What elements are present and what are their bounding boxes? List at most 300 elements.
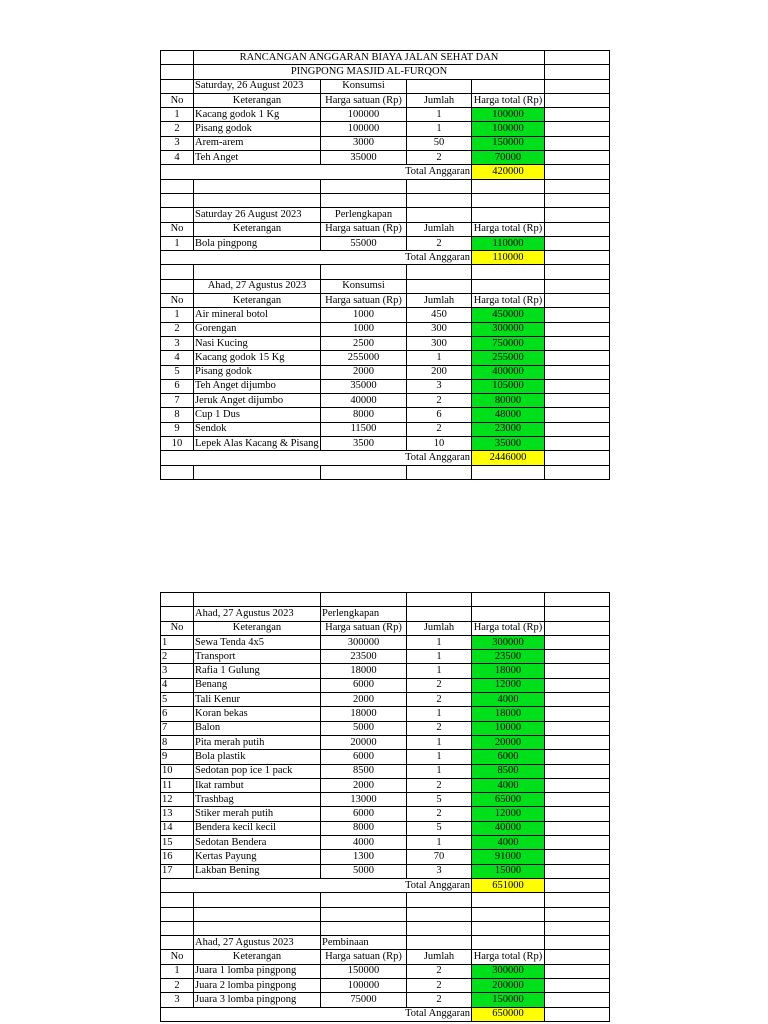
row-harga-satuan[interactable]: 2000	[321, 693, 407, 707]
row-harga-satuan[interactable]: 100000	[321, 122, 407, 136]
cell[interactable]	[161, 279, 194, 293]
row-harga-total[interactable]: 80000	[472, 394, 545, 408]
row-harga-total[interactable]: 100000	[472, 122, 545, 136]
cell[interactable]	[545, 408, 610, 422]
cell[interactable]	[407, 79, 472, 93]
header-keterangan[interactable]: Keterangan	[194, 621, 321, 635]
row-jumlah[interactable]: 70	[407, 850, 472, 864]
row-no[interactable]: 13	[161, 807, 194, 821]
row-harga-satuan[interactable]: 8000	[321, 821, 407, 835]
row-no[interactable]: 3	[161, 664, 194, 678]
row-harga-total[interactable]: 15000	[472, 864, 545, 878]
row-jumlah[interactable]: 1	[407, 735, 472, 749]
row-harga-total[interactable]: 300000	[472, 322, 545, 336]
header-no[interactable]: No	[161, 621, 194, 635]
cell[interactable]	[472, 208, 545, 222]
header-keterangan[interactable]: Keterangan	[194, 93, 321, 107]
row-harga-total[interactable]: 400000	[472, 365, 545, 379]
cell[interactable]	[545, 907, 610, 921]
cell[interactable]	[161, 179, 194, 193]
cell[interactable]	[545, 735, 610, 749]
cell[interactable]	[545, 93, 610, 107]
row-jumlah[interactable]: 50	[407, 136, 472, 150]
cell[interactable]	[472, 893, 545, 907]
row-harga-total[interactable]: 4000	[472, 693, 545, 707]
row-no[interactable]: 3	[161, 993, 194, 1007]
row-harga-satuan[interactable]: 6000	[321, 807, 407, 821]
cell[interactable]	[545, 265, 610, 279]
row-no[interactable]: 9	[161, 750, 194, 764]
cell[interactable]	[545, 279, 610, 293]
row-keterangan[interactable]: Jeruk Anget dijumbo	[194, 394, 321, 408]
cell[interactable]	[161, 79, 194, 93]
row-harga-total[interactable]: 12000	[472, 678, 545, 692]
row-jumlah[interactable]: 300	[407, 336, 472, 350]
row-no[interactable]: 6	[161, 379, 194, 393]
cell[interactable]	[545, 422, 610, 436]
cell[interactable]	[545, 394, 610, 408]
row-harga-satuan[interactable]: 1300	[321, 850, 407, 864]
cell[interactable]	[472, 607, 545, 621]
cell[interactable]	[161, 193, 194, 207]
row-no[interactable]: 1	[161, 108, 194, 122]
section-category[interactable]: Perlengkapan	[321, 607, 407, 621]
row-no[interactable]: 5	[161, 365, 194, 379]
row-keterangan[interactable]: Ikat rambut	[194, 778, 321, 792]
cell[interactable]	[545, 707, 610, 721]
row-jumlah[interactable]: 3	[407, 379, 472, 393]
header-jumlah[interactable]: Jumlah	[407, 950, 472, 964]
row-harga-satuan[interactable]: 6000	[321, 678, 407, 692]
row-jumlah[interactable]: 5	[407, 821, 472, 835]
cell[interactable]	[545, 721, 610, 735]
row-keterangan[interactable]: Trashbag	[194, 793, 321, 807]
row-keterangan[interactable]: Nasi Kucing	[194, 336, 321, 350]
row-no[interactable]: 7	[161, 721, 194, 735]
cell[interactable]	[545, 764, 610, 778]
header-keterangan[interactable]: Keterangan	[194, 294, 321, 308]
row-harga-total[interactable]: 20000	[472, 735, 545, 749]
section-category[interactable]: Perlengkapan	[321, 208, 407, 222]
header-no[interactable]: No	[161, 950, 194, 964]
cell[interactable]	[321, 893, 407, 907]
row-jumlah[interactable]: 1	[407, 836, 472, 850]
cell[interactable]	[545, 1007, 610, 1021]
cell[interactable]	[545, 151, 610, 165]
total-anggaran-label[interactable]: Total Anggaran	[161, 251, 472, 265]
row-keterangan[interactable]: Juara 1 lomba pingpong	[194, 964, 321, 978]
row-harga-satuan[interactable]: 18000	[321, 707, 407, 721]
row-jumlah[interactable]: 2	[407, 394, 472, 408]
total-anggaran-label[interactable]: Total Anggaran	[161, 878, 472, 892]
row-no[interactable]: 8	[161, 735, 194, 749]
cell[interactable]	[545, 437, 610, 451]
row-harga-satuan[interactable]: 1000	[321, 308, 407, 322]
cell[interactable]	[545, 979, 610, 993]
row-harga-total[interactable]: 48000	[472, 408, 545, 422]
cell[interactable]	[407, 936, 472, 950]
row-harga-total[interactable]: 4000	[472, 836, 545, 850]
cell[interactable]	[194, 893, 321, 907]
row-harga-satuan[interactable]: 5000	[321, 864, 407, 878]
row-keterangan[interactable]: Stiker merah putih	[194, 807, 321, 821]
cell[interactable]	[545, 950, 610, 964]
header-jumlah[interactable]: Jumlah	[407, 222, 472, 236]
cell[interactable]	[194, 465, 321, 479]
row-harga-total[interactable]: 200000	[472, 979, 545, 993]
row-harga-satuan[interactable]: 255000	[321, 351, 407, 365]
row-jumlah[interactable]: 2	[407, 693, 472, 707]
row-harga-satuan[interactable]: 75000	[321, 993, 407, 1007]
cell[interactable]	[407, 279, 472, 293]
row-harga-total[interactable]: 12000	[472, 807, 545, 821]
row-no[interactable]: 5	[161, 693, 194, 707]
cell[interactable]	[161, 593, 194, 607]
cell[interactable]	[161, 265, 194, 279]
row-harga-total[interactable]: 18000	[472, 707, 545, 721]
cell[interactable]	[545, 51, 610, 65]
cell[interactable]	[545, 336, 610, 350]
cell[interactable]	[545, 379, 610, 393]
row-keterangan[interactable]: Kacang godok 15 Kg	[194, 351, 321, 365]
row-no[interactable]: 10	[161, 764, 194, 778]
header-jumlah[interactable]: Jumlah	[407, 621, 472, 635]
row-no[interactable]: 1	[161, 635, 194, 649]
cell[interactable]	[545, 878, 610, 892]
cell[interactable]	[472, 921, 545, 935]
row-jumlah[interactable]: 2	[407, 422, 472, 436]
total-anggaran-label[interactable]: Total Anggaran	[161, 451, 472, 465]
row-jumlah[interactable]: 1	[407, 122, 472, 136]
total-anggaran-value[interactable]: 650000	[472, 1007, 545, 1021]
header-harga-satuan[interactable]: Harga satuan (Rp)	[321, 294, 407, 308]
header-jumlah[interactable]: Jumlah	[407, 294, 472, 308]
row-keterangan[interactable]: Sewa Tenda 4x5	[194, 635, 321, 649]
row-no[interactable]: 6	[161, 707, 194, 721]
cell[interactable]	[321, 193, 407, 207]
row-keterangan[interactable]: Tali Kenur	[194, 693, 321, 707]
section-category[interactable]: Pembinaan	[321, 936, 407, 950]
row-jumlah[interactable]: 1	[407, 664, 472, 678]
row-harga-satuan[interactable]: 23500	[321, 650, 407, 664]
row-keterangan[interactable]: Kacang godok 1 Kg	[194, 108, 321, 122]
cell[interactable]	[472, 193, 545, 207]
cell[interactable]	[545, 593, 610, 607]
cell[interactable]	[545, 79, 610, 93]
row-keterangan[interactable]: Teh Anget dijumbo	[194, 379, 321, 393]
row-harga-satuan[interactable]: 150000	[321, 964, 407, 978]
section-date[interactable]: Saturday, 26 August 2023	[194, 79, 321, 93]
cell[interactable]	[545, 108, 610, 122]
row-harga-satuan[interactable]: 4000	[321, 836, 407, 850]
cell[interactable]	[472, 279, 545, 293]
cell[interactable]	[545, 993, 610, 1007]
cell[interactable]	[161, 208, 194, 222]
row-no[interactable]: 3	[161, 136, 194, 150]
cell[interactable]	[545, 179, 610, 193]
header-harga-total[interactable]: Harga total (Rp)	[472, 93, 545, 107]
cell[interactable]	[161, 921, 194, 935]
document-title-line-1[interactable]: RANCANGAN ANGGARAN BIAYA JALAN SEHAT DAN	[194, 51, 545, 65]
row-keterangan[interactable]: Juara 2 lomba pingpong	[194, 979, 321, 993]
row-harga-total[interactable]: 23500	[472, 650, 545, 664]
cell[interactable]	[545, 65, 610, 79]
row-harga-total[interactable]: 6000	[472, 750, 545, 764]
row-keterangan[interactable]: Bola pingpong	[194, 236, 321, 250]
row-harga-total[interactable]: 105000	[472, 379, 545, 393]
cell[interactable]	[545, 208, 610, 222]
row-no[interactable]: 8	[161, 408, 194, 422]
row-jumlah[interactable]: 2	[407, 964, 472, 978]
row-jumlah[interactable]: 3	[407, 864, 472, 878]
cell[interactable]	[545, 136, 610, 150]
cell[interactable]	[407, 208, 472, 222]
row-keterangan[interactable]: Air mineral botol	[194, 308, 321, 322]
row-harga-satuan[interactable]: 2000	[321, 778, 407, 792]
header-keterangan[interactable]: Keterangan	[194, 222, 321, 236]
cell[interactable]	[161, 51, 194, 65]
cell[interactable]	[407, 921, 472, 935]
row-harga-satuan[interactable]: 3000	[321, 136, 407, 150]
row-harga-total[interactable]: 450000	[472, 308, 545, 322]
cell[interactable]	[545, 251, 610, 265]
row-jumlah[interactable]: 200	[407, 365, 472, 379]
cell[interactable]	[407, 593, 472, 607]
cell[interactable]	[545, 451, 610, 465]
section-date[interactable]: Ahad, 27 Agustus 2023	[194, 936, 321, 950]
row-keterangan[interactable]: Pita merah putih	[194, 735, 321, 749]
cell[interactable]	[545, 607, 610, 621]
cell[interactable]	[472, 907, 545, 921]
row-jumlah[interactable]: 2	[407, 721, 472, 735]
row-harga-total[interactable]: 300000	[472, 635, 545, 649]
header-harga-total[interactable]: Harga total (Rp)	[472, 621, 545, 635]
row-jumlah[interactable]: 2	[407, 979, 472, 993]
row-no[interactable]: 2	[161, 650, 194, 664]
row-jumlah[interactable]: 2	[407, 993, 472, 1007]
row-keterangan[interactable]: Koran bekas	[194, 707, 321, 721]
header-jumlah[interactable]: Jumlah	[407, 93, 472, 107]
row-no[interactable]: 2	[161, 122, 194, 136]
cell[interactable]	[545, 864, 610, 878]
row-harga-satuan[interactable]: 8000	[321, 408, 407, 422]
row-keterangan[interactable]: Cup 1 Dus	[194, 408, 321, 422]
row-no[interactable]: 9	[161, 422, 194, 436]
cell[interactable]	[545, 678, 610, 692]
cell[interactable]	[545, 222, 610, 236]
row-harga-satuan[interactable]: 8500	[321, 764, 407, 778]
row-harga-satuan[interactable]: 40000	[321, 394, 407, 408]
cell[interactable]	[545, 122, 610, 136]
row-keterangan[interactable]: Rafia 1 Gulung	[194, 664, 321, 678]
row-harga-satuan[interactable]: 300000	[321, 635, 407, 649]
cell[interactable]	[407, 465, 472, 479]
row-jumlah[interactable]: 1	[407, 764, 472, 778]
row-harga-satuan[interactable]: 6000	[321, 750, 407, 764]
row-no[interactable]: 7	[161, 394, 194, 408]
header-harga-satuan[interactable]: Harga satuan (Rp)	[321, 93, 407, 107]
cell[interactable]	[194, 921, 321, 935]
row-harga-total[interactable]: 150000	[472, 993, 545, 1007]
cell[interactable]	[161, 936, 194, 950]
row-keterangan[interactable]: Lepek Alas Kacang & Pisang	[194, 437, 321, 451]
row-keterangan[interactable]: Sendok	[194, 422, 321, 436]
cell[interactable]	[545, 778, 610, 792]
row-jumlah[interactable]: 300	[407, 322, 472, 336]
cell[interactable]	[407, 193, 472, 207]
cell[interactable]	[472, 179, 545, 193]
header-harga-satuan[interactable]: Harga satuan (Rp)	[321, 950, 407, 964]
cell[interactable]	[407, 907, 472, 921]
section-date[interactable]: Saturday 26 August 2023	[194, 208, 321, 222]
cell[interactable]	[161, 907, 194, 921]
cell[interactable]	[321, 465, 407, 479]
row-harga-satuan[interactable]: 100000	[321, 979, 407, 993]
row-jumlah[interactable]: 2	[407, 778, 472, 792]
header-harga-total[interactable]: Harga total (Rp)	[472, 222, 545, 236]
header-harga-total[interactable]: Harga total (Rp)	[472, 950, 545, 964]
cell[interactable]	[472, 465, 545, 479]
cell[interactable]	[545, 308, 610, 322]
row-harga-total[interactable]: 750000	[472, 336, 545, 350]
cell[interactable]	[545, 936, 610, 950]
cell[interactable]	[545, 621, 610, 635]
row-harga-total[interactable]: 65000	[472, 793, 545, 807]
cell[interactable]	[545, 635, 610, 649]
cell[interactable]	[321, 921, 407, 935]
header-harga-satuan[interactable]: Harga satuan (Rp)	[321, 222, 407, 236]
header-no[interactable]: No	[161, 294, 194, 308]
cell[interactable]	[161, 607, 194, 621]
row-no[interactable]: 11	[161, 778, 194, 792]
cell[interactable]	[545, 294, 610, 308]
header-harga-satuan[interactable]: Harga satuan (Rp)	[321, 621, 407, 635]
row-harga-total[interactable]: 150000	[472, 136, 545, 150]
row-no[interactable]: 16	[161, 850, 194, 864]
row-keterangan[interactable]: Sedotan pop ice 1 pack	[194, 764, 321, 778]
row-no[interactable]: 4	[161, 151, 194, 165]
row-keterangan[interactable]: Teh Anget	[194, 151, 321, 165]
document-title-line-2[interactable]: PINGPONG MASJID AL-FURQON	[194, 65, 545, 79]
cell[interactable]	[472, 593, 545, 607]
cell[interactable]	[161, 465, 194, 479]
row-harga-satuan[interactable]: 18000	[321, 664, 407, 678]
row-no[interactable]: 1	[161, 964, 194, 978]
row-no[interactable]: 10	[161, 437, 194, 451]
row-harga-satuan[interactable]: 35000	[321, 151, 407, 165]
section-date[interactable]: Ahad, 27 Agustus 2023	[194, 279, 321, 293]
row-harga-satuan[interactable]: 2000	[321, 365, 407, 379]
row-jumlah[interactable]: 6	[407, 408, 472, 422]
row-harga-total[interactable]: 40000	[472, 821, 545, 835]
header-no[interactable]: No	[161, 93, 194, 107]
row-harga-total[interactable]: 23000	[472, 422, 545, 436]
cell[interactable]	[545, 365, 610, 379]
header-harga-total[interactable]: Harga total (Rp)	[472, 294, 545, 308]
row-keterangan[interactable]: Pisang godok	[194, 122, 321, 136]
cell[interactable]	[407, 179, 472, 193]
cell[interactable]	[161, 65, 194, 79]
cell[interactable]	[545, 351, 610, 365]
row-jumlah[interactable]: 2	[407, 678, 472, 692]
row-keterangan[interactable]: Benang	[194, 678, 321, 692]
row-jumlah[interactable]: 2	[407, 151, 472, 165]
cell[interactable]	[545, 850, 610, 864]
row-keterangan[interactable]: Kertas Payung	[194, 850, 321, 864]
row-harga-satuan[interactable]: 1000	[321, 322, 407, 336]
cell[interactable]	[545, 836, 610, 850]
row-keterangan[interactable]: Transport	[194, 650, 321, 664]
cell[interactable]	[407, 607, 472, 621]
row-harga-total[interactable]: 91000	[472, 850, 545, 864]
cell[interactable]	[545, 664, 610, 678]
cell[interactable]	[545, 807, 610, 821]
cell[interactable]	[545, 650, 610, 664]
row-no[interactable]: 17	[161, 864, 194, 878]
cell[interactable]	[545, 750, 610, 764]
row-no[interactable]: 1	[161, 308, 194, 322]
cell[interactable]	[194, 265, 321, 279]
row-jumlah[interactable]: 1	[407, 707, 472, 721]
row-no[interactable]: 2	[161, 979, 194, 993]
row-harga-total[interactable]: 35000	[472, 437, 545, 451]
total-anggaran-value[interactable]: 2446000	[472, 451, 545, 465]
cell[interactable]	[545, 793, 610, 807]
row-jumlah[interactable]: 2	[407, 236, 472, 250]
cell[interactable]	[407, 893, 472, 907]
total-anggaran-value[interactable]: 420000	[472, 165, 545, 179]
row-harga-total[interactable]: 70000	[472, 151, 545, 165]
cell[interactable]	[472, 265, 545, 279]
row-harga-total[interactable]: 4000	[472, 778, 545, 792]
cell[interactable]	[472, 79, 545, 93]
cell[interactable]	[545, 322, 610, 336]
cell[interactable]	[545, 465, 610, 479]
section-category[interactable]: Konsumsi	[321, 279, 407, 293]
row-keterangan[interactable]: Balon	[194, 721, 321, 735]
row-harga-total[interactable]: 8500	[472, 764, 545, 778]
section-category[interactable]: Konsumsi	[321, 79, 407, 93]
row-jumlah[interactable]: 1	[407, 108, 472, 122]
cell[interactable]	[321, 265, 407, 279]
row-no[interactable]: 2	[161, 322, 194, 336]
row-harga-satuan[interactable]: 2500	[321, 336, 407, 350]
cell[interactable]	[321, 907, 407, 921]
row-jumlah[interactable]: 450	[407, 308, 472, 322]
cell[interactable]	[161, 893, 194, 907]
row-no[interactable]: 4	[161, 351, 194, 365]
cell[interactable]	[407, 265, 472, 279]
row-harga-satuan[interactable]: 55000	[321, 236, 407, 250]
cell[interactable]	[545, 236, 610, 250]
cell[interactable]	[194, 193, 321, 207]
row-no[interactable]: 1	[161, 236, 194, 250]
cell[interactable]	[545, 964, 610, 978]
row-harga-satuan[interactable]: 5000	[321, 721, 407, 735]
row-no[interactable]: 4	[161, 678, 194, 692]
row-no[interactable]: 15	[161, 836, 194, 850]
row-harga-satuan[interactable]: 3500	[321, 437, 407, 451]
total-anggaran-label[interactable]: Total Anggaran	[161, 1007, 472, 1021]
cell[interactable]	[321, 593, 407, 607]
row-keterangan[interactable]: Juara 3 lomba pingpong	[194, 993, 321, 1007]
total-anggaran-value[interactable]: 110000	[472, 251, 545, 265]
cell[interactable]	[545, 893, 610, 907]
cell[interactable]	[545, 165, 610, 179]
cell[interactable]	[545, 821, 610, 835]
cell[interactable]	[472, 936, 545, 950]
row-harga-total[interactable]: 18000	[472, 664, 545, 678]
